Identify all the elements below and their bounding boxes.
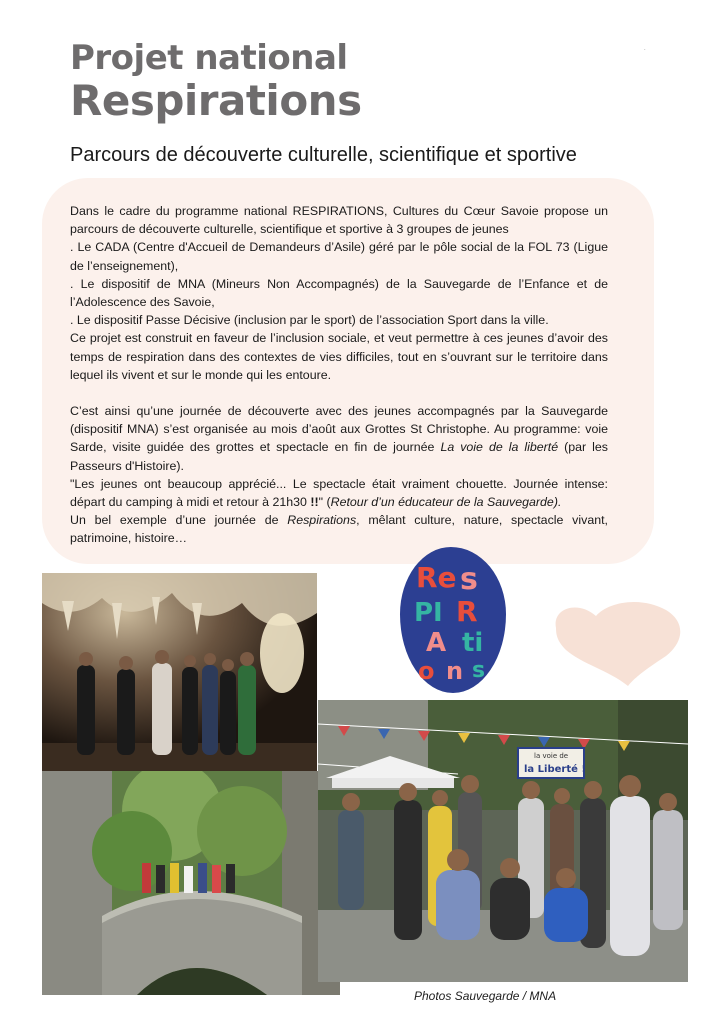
final-end: , mêlant culture, nature, spectacle vivant, patrimoine, histoire… [70,513,608,546]
article-body [70,202,608,548]
list-item-cada: . Le CADA (Centre d'Accueil de Demandeurs d’Asile) géré par le pôle social de la FOL 73 (Ligue de l’enseignement), [70,240,608,273]
final-text: Un bel exemple d’une journée de [70,513,288,528]
page-subtitle: Parcours de découverte culturelle, scientifique et sportive [70,144,577,166]
photo-credit: Photos Sauvegarde / MNA [414,989,557,1003]
intro-paragraph: Dans le cadre du programme national RESPIRATIONS, Cultures du Cœur Savoie propose un parcours de découverte culturelle, scientifique et sportive à 3 groupes de jeunes [70,204,608,237]
logo-letter-a: A [426,628,447,658]
page-title-line-1: Projet national [70,38,348,78]
logo-letter-r: R [456,595,478,628]
page-title-line-2: Respirations [70,76,362,125]
photo-stone-bridge [42,771,340,995]
logo-letters-re: Re [416,561,457,594]
quote-exclaim: !! [310,495,319,510]
logo-letter-s: s [460,562,478,597]
journey-end: (par les Passeurs d'Histoire). [70,440,608,473]
respirations-logo [400,547,506,693]
photo-cave-group [42,573,317,771]
heart-icon [548,598,688,693]
logo-letters-pi: PI [414,598,443,628]
banner-line-1: la voie de [534,752,569,760]
stray-dot: . [644,46,646,52]
logo-letter-o: o [418,657,435,685]
logo-letters-ti: ti [462,628,484,658]
project-paragraph: Ce projet est construit en faveur de l’inclusion sociale, et veut permettre à ces jeunes d’avoir des temps de respiration dans des contextes de vies difficiles, tout en s’ouvrant sur le territoire dans lequel ils vivent et sur le monde qui les entoure. [70,331,608,382]
photo-festival-group [318,700,688,982]
quote-close: " ( [318,495,331,510]
logo-letter-s-end: s [472,658,486,683]
show-title: La voie de la liberté [440,440,559,455]
final-paragraph [70,511,608,547]
banner-line-2: la Liberté ! [524,764,586,775]
final-em: Respirations [287,513,357,528]
journey-paragraph [70,402,608,475]
logo-letter-n: n [446,657,464,685]
journey-text: C’est ainsi qu’une journée de découverte avec des jeunes accompagnés par la Sauvegarde (dispositif MNA) s’est organisée au mois d’août aux Grottes St Christophe. Au programme: voie Sarde, visite guidée des grottes et spectacle en fin de journée [70,404,608,455]
quote-paragraph [70,475,608,511]
list-item-passe-decisive: . Le dispositif Passe Décisive (inclusion par le sport) de l’association Sport dans la ville. [70,313,549,328]
list-item-mna: . Le dispositif de MNA (Mineurs Non Accompagnés) de la Sauvegarde de l’Enfance et de l’Adolescence des Savoie, [70,276,608,310]
quote-source: Retour d’un éducateur de la Sauvegarde). [330,495,562,510]
quote-text: "Les jeunes ont beaucoup apprécié... Le spectacle était vraiment chouette. Journée intense: départ du camping à midi et retour à 21h30 [70,476,608,510]
